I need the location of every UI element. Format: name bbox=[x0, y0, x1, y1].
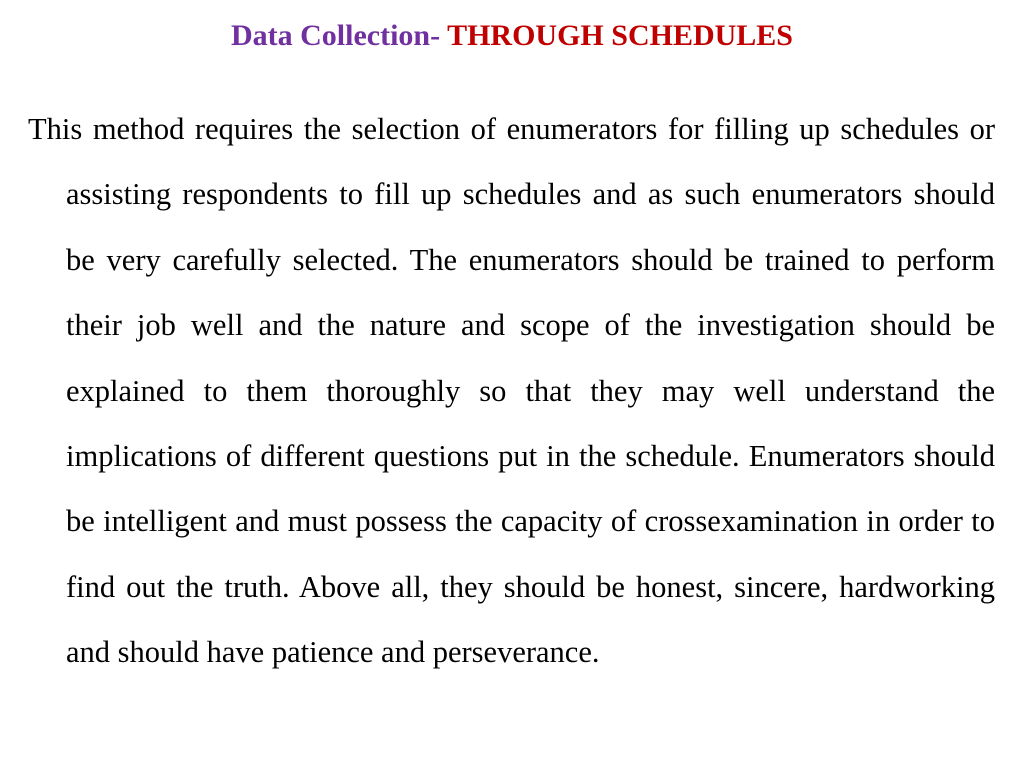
title-highlight: THROUGH SCHEDULES bbox=[447, 19, 793, 52]
title-prefix: Data Collection- bbox=[230, 19, 448, 52]
body-paragraph: This method requires the selection of enumerators for filling up schedules or assisting respondents to fill up schedules and as such enumerators should be very carefully selected. The enumerators should be trained to perform their job well and the nature and scope of the investigation should be explained to them thoroughly so that they may well understand the implications of different questions put in the schedule. Enumerators should be intelligent and must possess the capacity of crossexamination in order to find out the truth. Above all, they should be honest, sincere, hardworking and should have patience and perseverance. bbox=[28, 112, 995, 670]
slide-title bbox=[0, 16, 1024, 56]
